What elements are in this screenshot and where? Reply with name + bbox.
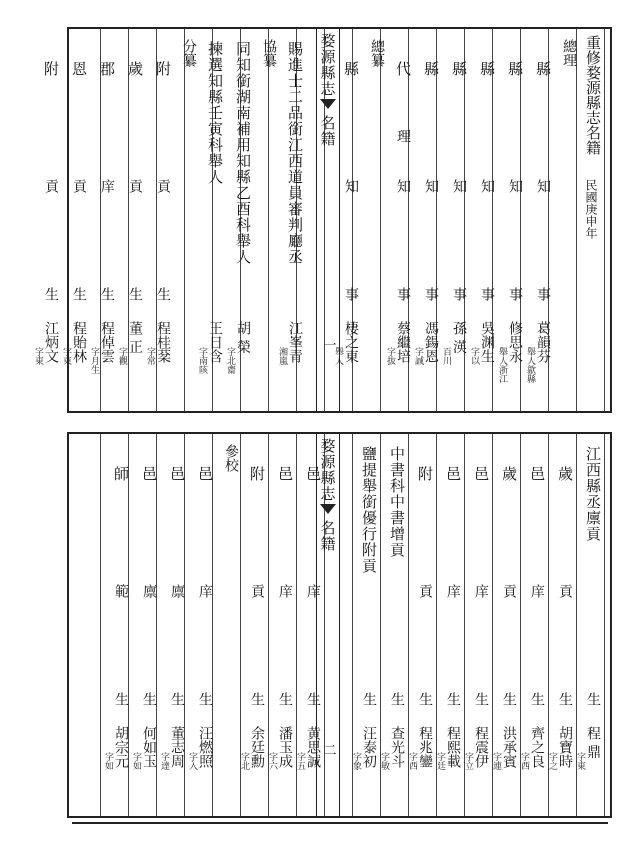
entry-status: 貢 — [249, 584, 265, 598]
entry-courtesy-note: 字達 — [159, 752, 169, 770]
entry-status: 廪 — [169, 584, 185, 598]
upper-page — [33, 27, 612, 413]
entry-status: 知 — [479, 179, 495, 193]
entry-role: 事 — [395, 287, 411, 301]
entry-courtesy-note: 字北齋 — [225, 347, 235, 374]
book-heading: 重修婺源縣志名籍 — [584, 35, 602, 155]
fishtail-mark — [320, 99, 336, 109]
entry-courtesy-note: 字常 — [145, 347, 155, 365]
entry-office: 附 — [154, 61, 172, 76]
section-label: 協纂 — [261, 39, 277, 67]
entry-role: 生 — [585, 692, 601, 706]
entry-office: 歲 — [500, 466, 518, 481]
entry-courtesy-note: 湘嵐 — [277, 347, 287, 365]
entry-role: 生 — [127, 287, 143, 301]
entry-courtesy-note: 字六 — [267, 752, 277, 770]
column-rule — [604, 434, 605, 816]
entry-role: 生 — [445, 692, 461, 706]
center-section: 名籍 — [318, 115, 337, 147]
entry-status: 範 — [113, 584, 129, 598]
entry-office: 同知銜湖南補用知縣乙酉科舉人 — [234, 41, 252, 265]
fishtail-mark — [320, 504, 336, 514]
entry-office: 江西縣丞廪貢 — [584, 446, 602, 542]
entry-name: 江炳文 — [43, 321, 59, 363]
entry-name: 汪燃照 — [197, 726, 213, 768]
entry-courtesy-note: 字西 — [519, 752, 529, 770]
entry-status: 知 — [343, 179, 359, 193]
entry-role: 事 — [343, 287, 359, 301]
entry-role: 生 — [361, 692, 377, 706]
entry-office: 師 — [112, 466, 130, 481]
entry-courtesy-note: 字月生 — [89, 347, 99, 374]
entry-courtesy-note: 字如 — [131, 752, 141, 770]
column-rule — [604, 29, 605, 411]
entry-name: 蔡繼培 — [395, 321, 411, 363]
entry-office: 縣 — [450, 61, 468, 76]
entry-name: 胡寶時 — [557, 726, 573, 768]
entry-courtesy-note: 舉人 — [333, 347, 343, 365]
entry-office: 縣 — [422, 61, 440, 76]
column-rule — [128, 29, 129, 411]
entry-office: 附 — [42, 61, 60, 76]
entry-role: 事 — [535, 287, 551, 301]
center-title: 婺源縣志 — [318, 438, 337, 502]
entry-name: 查光斗 — [389, 726, 405, 768]
entry-name: 吳渊生 — [479, 321, 495, 363]
entry-courtesy-note: 字抜 — [385, 347, 395, 365]
entry-status: 貢 — [127, 179, 143, 193]
entry-name: 葛韻芬 — [535, 321, 551, 363]
entry-courtesy-note: 舉人浙江 — [497, 347, 507, 383]
entry-role: 生 — [169, 692, 185, 706]
entry-office: 邑 — [196, 466, 214, 481]
entry-status: 庠 — [473, 584, 489, 598]
entry-status: 庠 — [197, 584, 213, 598]
entry-courtesy-note: 字象 — [351, 752, 361, 770]
entry-name: 程倬雲 — [99, 321, 115, 363]
page-number: 二 — [320, 743, 336, 756]
entry-courtesy-note: 字之 — [547, 752, 557, 770]
entry-status: 知 — [423, 179, 439, 193]
entry-status: 貢 — [71, 179, 87, 193]
entry-name: 程兆鑾 — [417, 726, 433, 768]
entry-courtesy-note: 字東 — [61, 347, 71, 365]
entry-name: 程桂棻 — [155, 321, 171, 363]
entry-status: 庠 — [305, 584, 321, 598]
entry-status: 貢 — [557, 584, 573, 598]
entry-office: 邑 — [276, 466, 294, 481]
entry-status: 知 — [451, 179, 467, 193]
lower-page — [67, 432, 612, 818]
entry-status: 貢 — [501, 584, 517, 598]
entry-name: 董 正 — [127, 321, 143, 354]
entry-name: 汪泰初 — [361, 726, 377, 768]
entry-office: 鹽提舉銜優行附貢 — [360, 446, 378, 574]
entry-office: 縣 — [506, 61, 524, 76]
entry-status: 貢 — [155, 179, 171, 193]
column-rule — [184, 29, 185, 411]
entry-courtesy-note: 字東 — [575, 752, 585, 770]
edition-note: 民國庚申年 — [584, 179, 598, 239]
entry-name: 孫 渶 — [451, 321, 467, 354]
entry-name: 馮鍚恩 — [423, 321, 439, 363]
entry-role: 事 — [479, 287, 495, 301]
entry-office: 附 — [416, 466, 434, 481]
entry-courtesy-note: 字以 — [469, 347, 479, 365]
page-number: 一 — [320, 338, 336, 351]
entry-office: 邑 — [304, 466, 322, 481]
entry-office: 邑 — [140, 466, 158, 481]
entry-courtesy-note: 字西 — [407, 752, 417, 770]
entry-name: 程熙載 — [445, 726, 461, 768]
entry-role: 生 — [389, 692, 405, 706]
entry-office: 邑 — [168, 466, 186, 481]
section-label: 總理 — [561, 39, 577, 67]
entry-name: 何如玉 — [141, 726, 157, 768]
entry-courtesy-note: 字敏 — [379, 752, 389, 770]
entry-role: 生 — [529, 692, 545, 706]
entry-office: 縣 — [478, 61, 496, 76]
entry-role: 事 — [451, 287, 467, 301]
column-rule — [100, 434, 101, 816]
bottom-rule — [72, 822, 608, 824]
entry-office: 賜進士二品銜江西道員審判廳丞 — [286, 41, 304, 265]
entry-status: 廪 — [141, 584, 157, 598]
entry-role: 事 — [423, 287, 439, 301]
entry-office: 郡 — [98, 61, 116, 76]
entry-name: 程震伊 — [473, 726, 489, 768]
section-label: 分纂 — [181, 39, 197, 67]
entry-role: 生 — [249, 692, 265, 706]
entry-status: 庠 — [445, 584, 461, 598]
entry-status: 貢 — [417, 584, 433, 598]
entry-name: 黄思誠 — [305, 726, 321, 768]
entry-role: 生 — [305, 692, 321, 706]
column-rule — [576, 29, 577, 411]
entry-courtesy-note: 字北 — [239, 752, 249, 770]
entry-office: 附 — [248, 466, 266, 481]
entry-office: 揀選知縣壬寅科舉人 — [206, 41, 224, 185]
entry-name: 修思永 — [507, 321, 523, 363]
entry-courtesy-note: 字立 — [463, 752, 473, 770]
entry-role: 生 — [557, 692, 573, 706]
entry-courtesy-note: 字觀 — [117, 347, 127, 365]
entry-name: 余廷勳 — [249, 726, 265, 768]
entry-name: 王日含 — [207, 321, 223, 363]
entry-courtesy-note: 字入 — [187, 752, 197, 770]
entry-courtesy-note: 百川 — [441, 347, 451, 365]
entry-courtesy-note: 字連 — [491, 752, 501, 770]
entry-role: 生 — [417, 692, 433, 706]
entry-name: 潘玉成 — [277, 726, 293, 768]
entry-office: 邑 — [444, 466, 462, 481]
entry-courtesy-note: 舉人歙縣 — [525, 347, 535, 383]
entry-office: 恩 — [70, 61, 88, 76]
entry-office: 歲 — [556, 466, 574, 481]
entry-office: 歲 — [126, 61, 144, 76]
section-label: 總纂 — [369, 39, 385, 67]
entry-name: 董志周 — [169, 726, 185, 768]
entry-office: 代 — [394, 61, 412, 76]
entry-role: 生 — [277, 692, 293, 706]
entry-name: 洪承賓 — [501, 726, 517, 768]
entry-role: 生 — [473, 692, 489, 706]
entry-name: 江峯青 — [287, 321, 303, 363]
entry-office: 縣 — [342, 61, 360, 76]
column-rule — [268, 29, 269, 411]
entry-courtesy-note: 字五 — [295, 752, 305, 770]
entry-name: 棲之東 — [343, 321, 359, 363]
entry-status: 知 — [507, 179, 523, 193]
entry-courtesy-note: 字東 — [33, 347, 43, 365]
entry-role: 生 — [99, 287, 115, 301]
entry-courtesy-note: 字南陔 — [197, 347, 207, 374]
entry-status: 知 — [395, 179, 411, 193]
entry-role: 生 — [501, 692, 517, 706]
entry-name: 胡 榮 — [235, 321, 251, 354]
entry-courtesy-note: 字誠 — [413, 347, 423, 365]
center-section: 名籍 — [318, 520, 337, 552]
entry-role: 生 — [155, 287, 171, 301]
entry-office: 邑 — [472, 466, 490, 481]
entry-status: 庠 — [99, 179, 115, 193]
entry-name: 齊之良 — [529, 726, 545, 768]
entry-status: 庠 — [529, 584, 545, 598]
entry-name: 程貽林 — [71, 321, 87, 363]
column-rule — [464, 29, 465, 411]
entry-role: 生 — [113, 692, 129, 706]
entry-role: 生 — [71, 287, 87, 301]
entry-office: 縣 — [534, 61, 552, 76]
entry-courtesy-note: 字如 — [103, 752, 113, 770]
entry-status: 知 — [535, 179, 551, 193]
entry-role: 事 — [507, 287, 523, 301]
entry-status: 庠 — [277, 584, 293, 598]
entry-office: 邑 — [528, 466, 546, 481]
entry-name: 胡宗元 — [113, 726, 129, 768]
entry-role: 生 — [197, 692, 213, 706]
entry-name: 程 鼎 — [585, 726, 601, 759]
entry-rank: 理 — [395, 129, 411, 143]
entry-courtesy-note: 字廷 — [435, 752, 445, 770]
column-rule — [380, 29, 381, 411]
section-label: 參校 — [223, 444, 239, 472]
entry-role: 生 — [43, 287, 59, 301]
entry-office: 中書科中書增貢 — [388, 446, 406, 558]
center-title: 婺源縣志 — [318, 33, 337, 97]
entry-role: 生 — [141, 692, 157, 706]
entry-status: 貢 — [43, 179, 59, 193]
